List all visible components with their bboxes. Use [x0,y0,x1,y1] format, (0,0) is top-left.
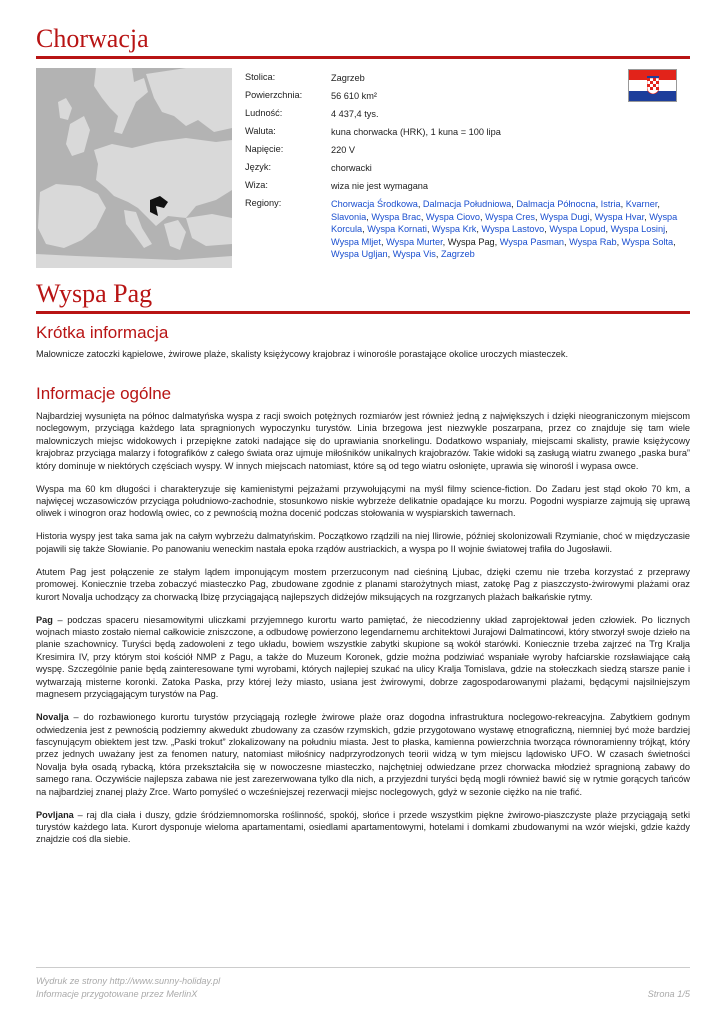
footer [36,975,690,1000]
general-paragraph [36,410,690,472]
region-link[interactable]: Dalmacja Południowa [422,199,512,209]
region-separator: , [616,236,622,247]
general-info-heading: Informacje ogólne [36,384,172,403]
fact-label: Język: [245,162,272,172]
region-link[interactable]: Wyspa Rab [569,236,617,247]
region-link[interactable]: Wyspa Brac [371,211,421,222]
region-link[interactable]: Wyspa Krk [432,224,477,234]
region-separator: , [595,199,601,209]
fact-label: Waluta: [245,126,276,136]
country-title: Chorwacja [36,24,149,53]
island-title: Wyspa Pag [36,279,153,308]
region-separator: , [380,236,387,247]
fact-value: wiza nie jest wymagana [331,181,429,191]
region-separator: , [511,199,517,209]
region-separator: , [644,211,650,222]
fact-row-currency [245,126,695,144]
region-separator: , [544,224,550,234]
region-separator: , [494,236,500,247]
fact-value: Zagrzeb [331,73,365,83]
region-separator: , [564,236,570,247]
europe-map-image [36,68,232,268]
paragraph-text: Historia wyspy jest taka sama jak na całym wybrzeżu dalmatyńskim. Początkowo rządzili na niej Ilirowie, później skolonizowali Rzymianie, choć w międzyczasie pojawili się także Słowianie. Po panowaniu weneckim nastała epoka rządów austriackich, a wyspa po II wojnie światowej trafiła do Jugosławii. [36,531,690,554]
short-info-heading: Krótka informacja [36,323,169,342]
region-link[interactable]: Wyspa Murter [386,236,443,247]
general-paragraph-pag [36,614,690,701]
region-link[interactable]: Wyspa Kornati [367,224,427,234]
paragraph-lead: Novalja [36,712,69,723]
paragraph-text: – do rozbawionego kurortu turystów przyciągają rozległe żwirowe plaże oraz dogodna infrastruktura noclegowo-rekreacyjna. Zabytkiem godnym odwiedzenia jest z pewnością podziemny akwedukt zbudowany za czasów rzymskich, gdzie przygotowano wystawę etnograficzną, niemniej być może bardziej fascynującym obiektem jest tzw. „Paski trokut” zlokalizowany na południu miasta. Jest to płaska, kamienna powierzchnia tworząca równoramienny trójkąt, który przez jednych uważany jest za fenomen natury, natomiast miłośnicy nadprzyrodzonych teorii widzą w tym miejscu lądowisko UFO. W czasach świetności Novalja była osadą rybacką, która przekształciła się w nowoczesne miasteczko, najchętniej odwiedzane przez chorwacka młodzież spragnioną zabawy do samego rana. Oczywiście najlepsza zabawa nie jest zarezerwowana tylko dla nich, a przyjezdni turyści będą mogli również bawić się w rytmie gorących tańców na najbardziej znanej plaży Zrce. Warto pomyśleć o wcześniejszej rezerwacji miejsc noclegowych, gdyż w sezonie ciężko na nie trafić. [36,712,690,797]
fact-label: Stolica: [245,72,276,82]
region-link[interactable]: Dalmacja Północna [516,199,596,209]
paragraph-text: Atutem Pag jest połączenie ze stałym lądem imponującym mostem przerzuconym nad cieśniną Ljubac, dzięki czemu nie trzeba korzystać z przeprawy promowej. Koniecznie trzeba zobaczyć miasteczko Pag, zbudowane zgodnie z planami starożytnych miast, zatokę Pag z piaszczysto-żwirowymi plażami oraz kurort Novalja uchodzący za chorwacką Ibizę przyciągającą najlepszych didżejów miksujących na rozgrzanych plażach bałkańskie rytmy. [36,566,690,602]
region-link[interactable]: Wyspa Hvar [594,211,645,222]
region-separator: , [435,249,441,259]
region-link[interactable]: Wyspa Ciovo [425,211,480,222]
fact-label: Regiony: [245,198,282,208]
general-paragraph [36,483,690,520]
region-separator: , [366,211,372,222]
general-paragraph-povljana [36,809,690,846]
region-separator: , [673,236,676,247]
fact-value: 4 437,4 tys. [331,109,379,119]
paragraph-lead: Povljana [36,809,74,820]
page-number: Strona 1/5 [647,988,690,999]
paragraph-text: – raj dla ciała i duszy, gdzie śródziemnomorska roślinność, spokój, słońce i przede wszystkim piękne żwirowo-piaszczyste plaże przyciągają setki turystów każdego lata. Kurort dysponuje wieloma apartamentami, osiedlami apartamentowymi, hotelami i domkami zbudowanymi na wzór wiejski, gdzie każdy znajdzie coś dla siebie. [36,809,690,845]
paragraph-lead: Pag [36,614,53,625]
fact-row-voltage [245,144,695,162]
fact-row-language [245,162,695,180]
region-link[interactable]: Kvarner [625,199,658,209]
fact-row-regions [245,198,695,261]
fact-label: Napięcie: [245,144,284,154]
region-separator: , [387,249,393,259]
region-link[interactable]: Chorwacja Środkowa [331,199,418,209]
region-separator: , [417,199,423,209]
region-link[interactable]: Istria [600,199,621,209]
island-title-divider [36,311,690,314]
region-separator: , [420,211,426,222]
region-link[interactable]: Wyspa Korcula [331,211,678,234]
fact-value: 220 V [331,145,356,155]
region-separator: , [476,224,482,234]
region-separator: , [362,224,368,234]
croatia-flag-icon [628,69,677,102]
region-separator: , [657,199,660,209]
region-link[interactable]: Wyspa Losinj [610,224,666,234]
paragraph-text: Wyspa ma 60 km długości i charakteryzuje się kamienistymi pejzażami przywołującymi na myśl filmy science-fiction. Do Zadaru jest stąd około 70 km, a najwięcej wczasowiczów przyciąga południowo-zachodnie, stosunkowo niskie wybrzeże delikatnie opadające ku morzu. Pogodni wyspiarze zajmują się uprawą oliwek i winogron oraz hodowlą owiec, co z pewnością można docenić podczas stołowania w wyspiarskich tawernach. [36,483,690,519]
region-link: Wyspa Pag [447,236,495,247]
region-separator: , [665,224,668,234]
fact-value: chorwacki [331,163,372,173]
region-separator: , [605,224,611,234]
region-link[interactable]: Wyspa Pasman [499,236,565,247]
footer-divider [36,967,690,968]
fact-row-population [245,108,695,126]
region-separator: , [535,211,541,222]
region-link[interactable]: Wyspa Dugi [540,211,590,222]
paragraph-text: Najbardziej wysunięta na północ dalmatyńska wyspa z racji swoich potężnych rozmiarów jest również jedną z największych i dzięki nieograniczonym miejscom noclegowym, przyciąga każdego lata spragnionych wypoczynku turystów. Linia brzegowa jest niezwykle poszarpana, przez co znajduje się tam wiele malowniczych miejsc widokowych i przepiękne zatoki nadające się do uprawiania snorkelingu. Dodatkowo wspaniały, miejscami skalisty, prawie księżycowy krajobraz przyciąga malarzy i fotografików z całego świata oraz ujmuje miłośników unikalnych krajobrazów. Takie widoki są zasługą wiatru zwanego „paska bura” który dominuje w niektórych częściach wyspy. W innych miejscach natomiast, które są od tego wiatru osłonięte, uprawia się winorośl i wypasa owce. [36,411,690,471]
region-link[interactable]: Wyspa Ugljan [331,249,388,259]
region-separator: , [479,211,486,222]
region-separator: , [442,236,448,247]
region-link[interactable]: Wyspa Vis [392,249,436,259]
region-link[interactable]: Slavonia [331,211,367,222]
fact-row-visa [245,180,695,198]
region-link[interactable]: Wyspa Lastovo [481,224,545,234]
region-link[interactable]: Zagrzeb [440,249,475,259]
fact-label: Ludność: [245,108,283,118]
region-separator: , [426,224,433,234]
region-separator: , [589,211,595,222]
fact-label: Powierzchnia: [245,90,303,100]
fact-label: Wiza: [245,180,268,190]
region-link[interactable]: Wyspa Solta [621,236,674,247]
general-info-body [36,410,690,856]
croatian-coat-of-arms-icon [647,76,659,94]
general-paragraph [36,530,690,555]
general-paragraph-novalja [36,711,690,798]
europe-map-icon [36,68,232,268]
region-link[interactable]: Wyspa Mljet [331,236,381,247]
region-link[interactable]: Wyspa Lopud [549,224,606,234]
fact-value: 56 610 km² [331,91,377,101]
footer-credit: Informacje przygotowane przez MerlinX [36,988,198,999]
region-list [331,198,695,261]
footer-source: Wydruk ze strony http://www.sunny-holiday.pl [36,976,221,986]
short-info-text: Malownicze zatoczki kąpielowe, żwirowe plaże, skalisty księżycowy krajobraz i winorośle porastające okolice uroczych miasteczek. [36,349,569,359]
paragraph-text: – podczas spaceru niesamowitymi uliczkami przyjemnego kurortu warto pamiętać, że niecodzienny układ zaprojektował jeden człowiek. Po licznych wojnach miasto zostało niemal całkowicie zniszczone, a odbudowę powierzono legendarnemu architektowi Jurajowi Dalmatincowi, który stworzył swoje dzieło na planie szachownicy. Turyści będą zadowoleni z tego układu, bowiem wszystkie zabytki skupione są wokół starówki. Koniecznie trzeba zajrzeć na Trg Kralja Kresimira IV, przy którym stoi kościół NMP z Pagu, a także do Muzeum Koronek, gdzie można podziwiać wspaniałe wyroby hafciarskie rozsławiające całą wyspę. Szczególnie panie będą zainteresowane tymi wyrobami, których najlepiej szukać na ulicy Kralja Tomislava, gdzie na stołeczkach siedzą starsze panie i wytwarzają misterne koronki. Zatoka Paska, przy której leży miasto, usiana jest żwirowymi, dobrze zagospodarowanymi plażami, będącymi najsilniejszym magnesem przyciągającym turystów na Pag. [36,614,690,700]
fact-value: kuna chorwacka (HRK), 1 kuna = 100 lipa [331,127,501,137]
title-divider [36,56,690,59]
region-link[interactable]: Wyspa Cres [485,211,536,222]
region-separator: , [620,199,626,209]
general-paragraph [36,566,690,603]
